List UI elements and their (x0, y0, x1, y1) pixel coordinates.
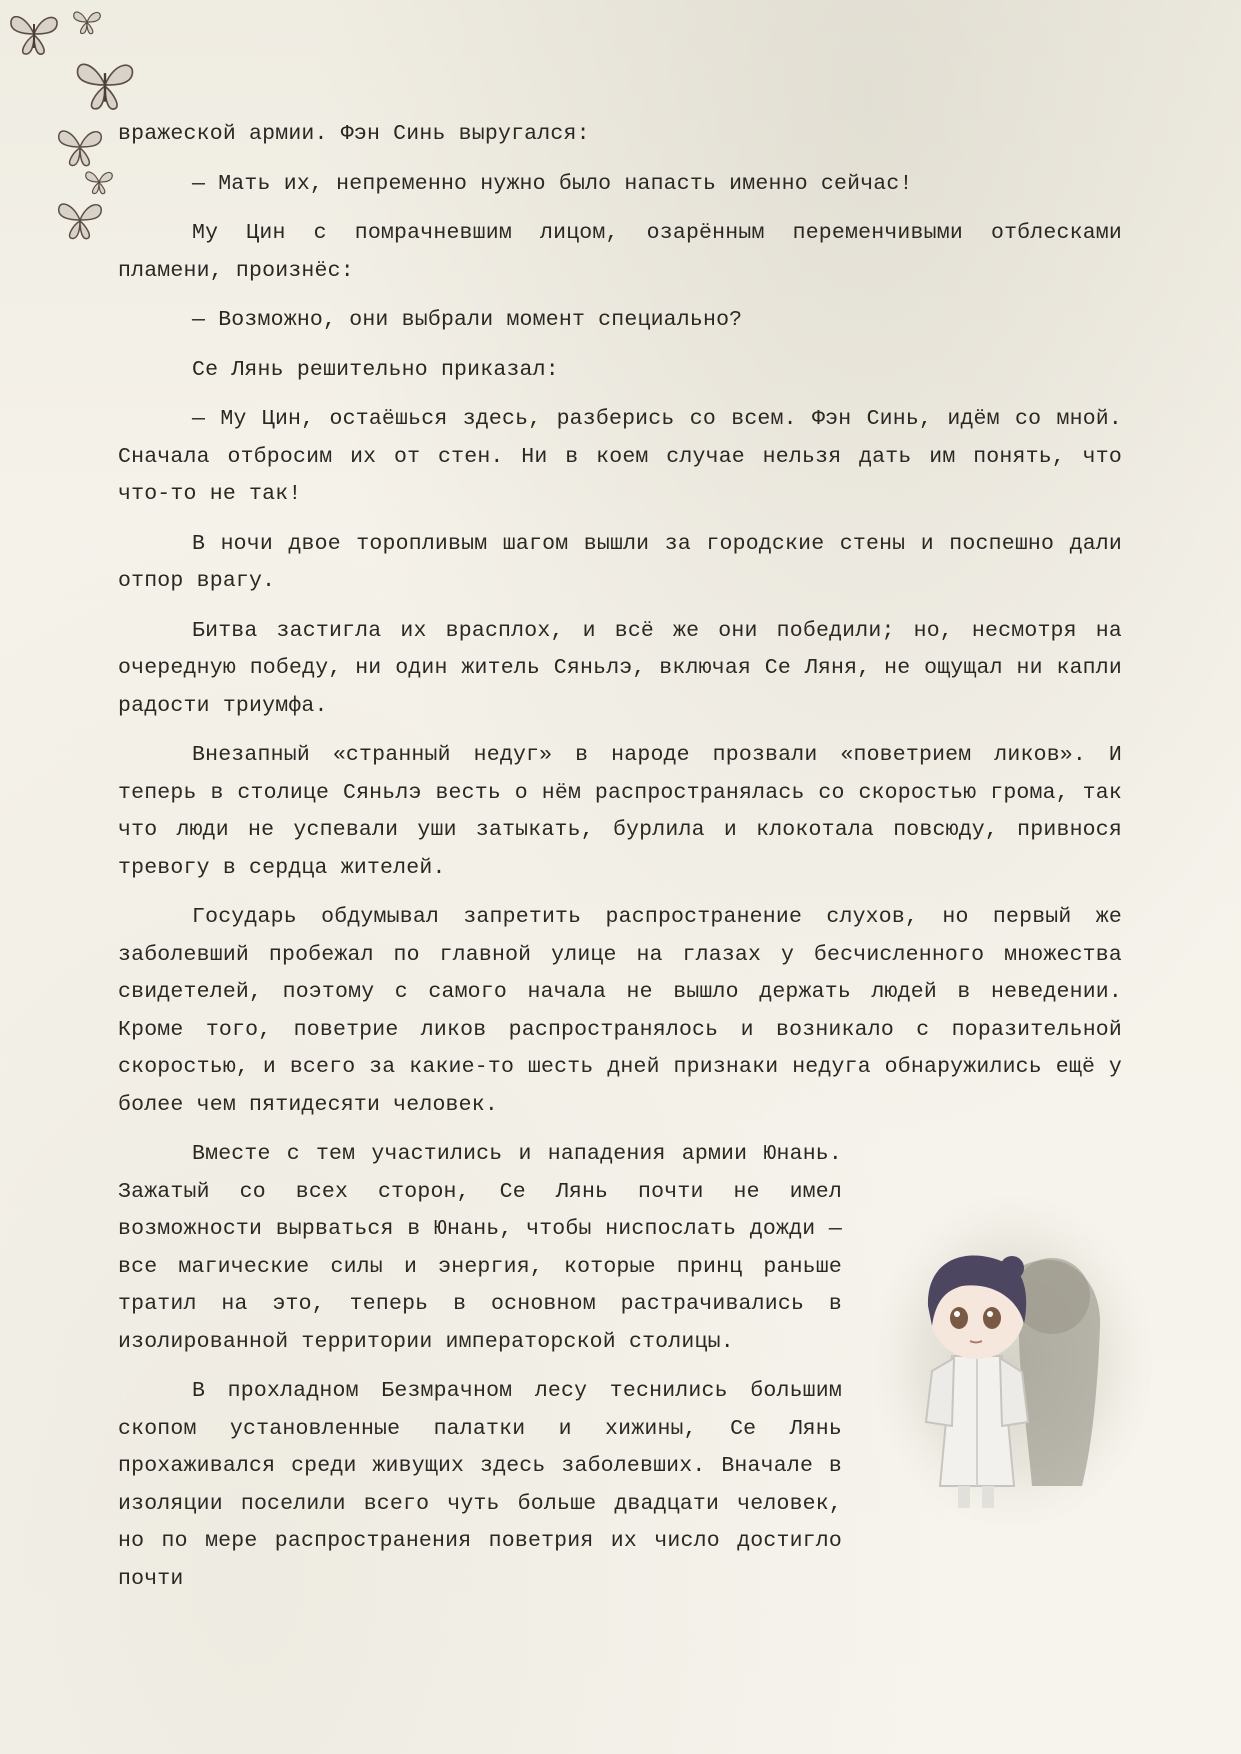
butterfly-icon (72, 8, 102, 36)
butterfly-icon (74, 56, 136, 114)
paragraph: вражеской армии. Фэн Синь выругался: (118, 122, 590, 146)
paragraph: Се Лянь решительно приказал: (192, 357, 559, 382)
paragraph: Государь обдумывал запретить распространение слухов, но первый же заболевший пробежал по главной улице на глазах у бесчисленного множества свидетелей, поэтому с самого начала не вышло держать людей в неведении. Кроме того, поветрие ликов распространялось и возникало с поразительной скоростью, и всего за какие-то шесть дней признаки недуга обнаружились ещё у более чем пятидесяти человек. (118, 905, 1122, 1117)
butterfly-icon (56, 196, 104, 244)
paragraph: Битва застигла их врасплох, и всё же они победили; но, несмотря на очередную победу, ни один житель Сяньлэ, включая Се Ляня, не ощущал ни капли радости триумфа. (118, 618, 1122, 718)
butterfly-icon (56, 124, 104, 170)
paragraph: — Мать их, непременно нужно было напасть именно сейчас! (192, 171, 913, 196)
paragraph: В прохладном Безмрачном лесу теснились большим скопом установленные палатки и хижины, Се Лянь прохаживался среди живущих здесь заболевших. Вначале в изоляции поселили всего чуть больше двадцати человек, но по мере распространения поветрия их число достигло почти (118, 1379, 842, 1591)
paragraph: Вместе с тем участились и нападения армии Юнань. Зажатый со всех сторон, Се Лянь почти не имел возможности вырваться в Юнань, чтобы ниспослать дожди — все магические силы и энергия, которые принц раньше тратил на это, теперь в основном растрачивались в изолированной территории императорской столицы. (118, 1142, 842, 1354)
paragraph: В ночи двое торопливым шагом вышли за городские стены и поспешно дали отпор врагу. (118, 531, 1122, 593)
paragraph: Му Цин с помрачневшим лицом, озарённым переменчивыми отблесками пламени, произнёс: (118, 221, 1122, 283)
butterfly-icon (8, 10, 60, 58)
chibi-character-illustration (862, 1186, 1152, 1526)
paragraph: — Му Цин, остаёшься здесь, разберись со всем. Фэн Синь, идём со мной. Сначала отбросим их от стен. Ни в коем случае нельзя дать им понять, что что-то не так! (118, 407, 1122, 506)
paragraph: — Возможно, они выбрали момент специально? (192, 308, 743, 332)
paragraph: Внезапный «странный недуг» в народе прозвали «поветрием ликов». И теперь в столице Сяньлэ весть о нём распространялась со скоростью грома, так что люди не успевали уши затыкать, бурлила и клокотала повсюду, привнося тревогу в сердца жителей. (118, 743, 1122, 880)
butterfly-icon (84, 168, 114, 196)
body-text (118, 116, 1122, 1610)
